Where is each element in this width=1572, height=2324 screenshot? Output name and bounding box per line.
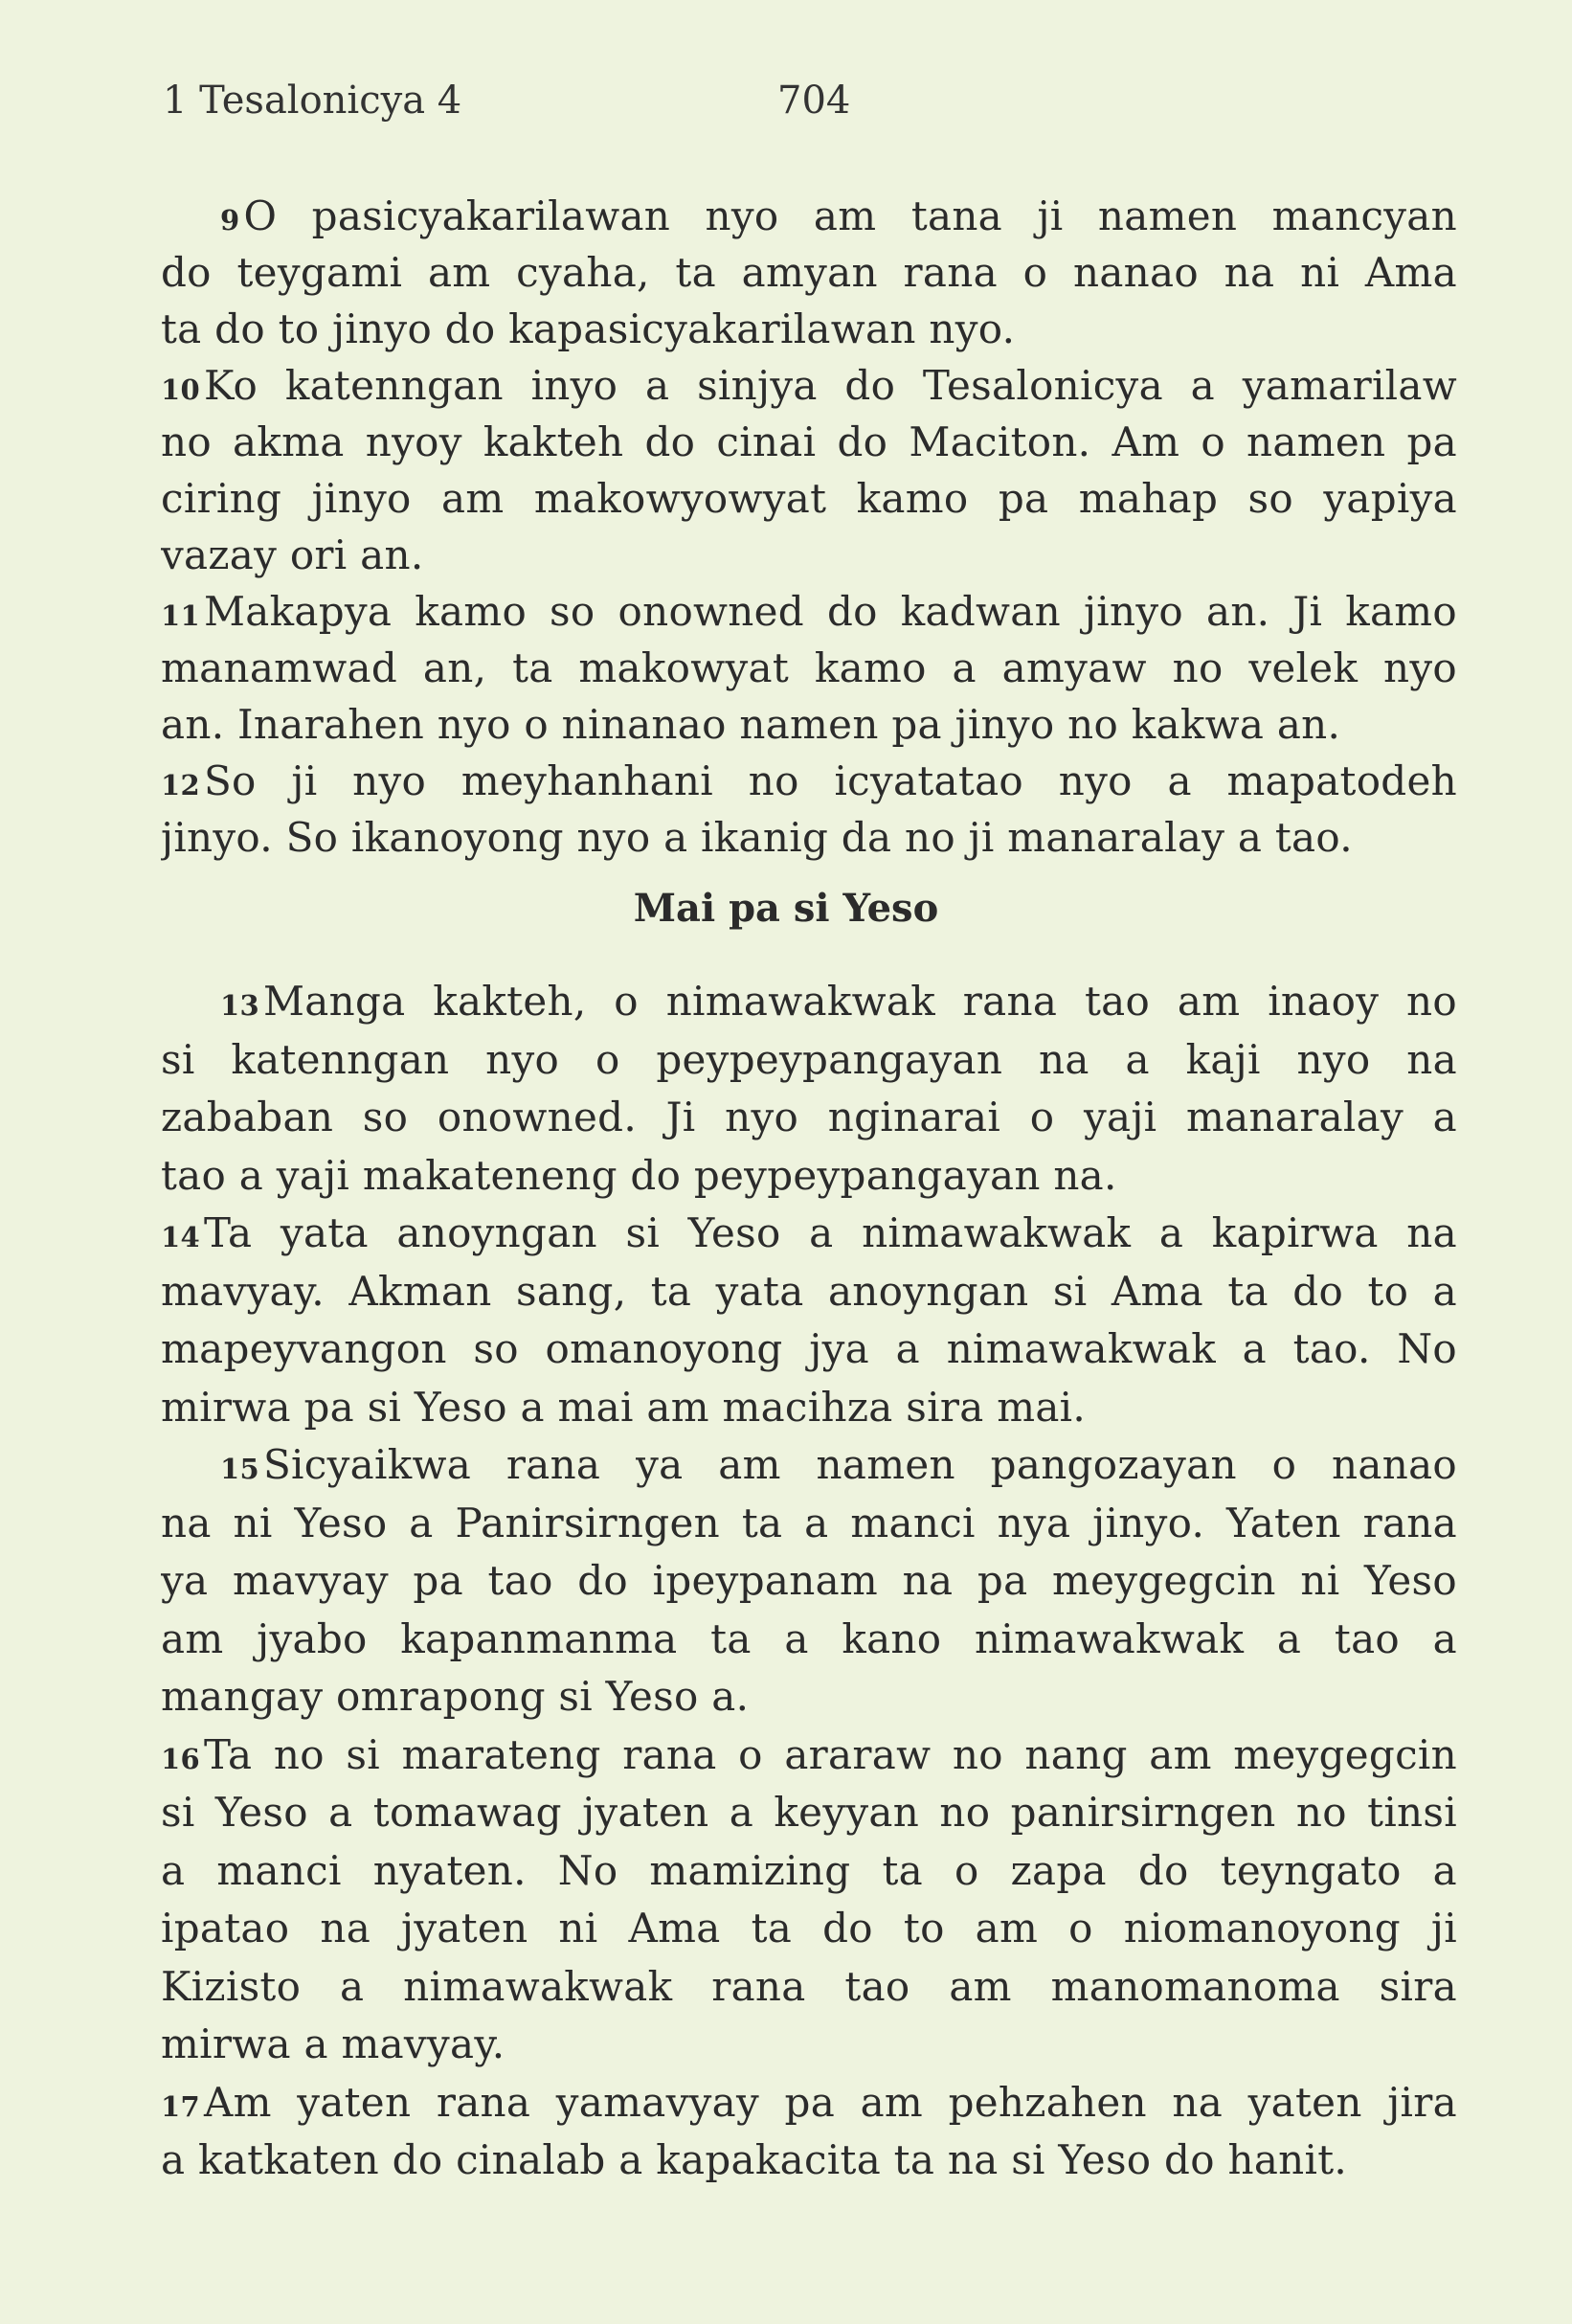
verse-text: Ta yata anoyngan si Yeso a nimawakwak a kapirwa na (203, 1209, 1457, 1256)
verse-text: mavyay. Akman sang, ta yata anoyngan si Ama ta do to a (161, 1267, 1457, 1315)
verse-text: Am yaten rana yamavyay pa am pehzahen na yaten jira (203, 2078, 1457, 2126)
verse-text: mangay omrapong si Yeso a. (161, 1673, 750, 1720)
verse-line (161, 1726, 1457, 1785)
page-number: 704 (777, 79, 851, 123)
verse-line (161, 1031, 1457, 1090)
verse-line (161, 753, 1457, 809)
verse-text: So ji nyo meyhanhani no icyatatao nyo a mapatodeh (203, 757, 1457, 804)
verse-text: Ko katenngan inyo a sinjya do Tesalonicya a yamarilaw (203, 362, 1457, 409)
verse-text: Makapya kamo so onowned do kadwan jinyo an. Ji kamo (203, 588, 1457, 635)
verse-text: si katenngan nyo o peypeypangayan na a kaji nyo na (161, 1035, 1457, 1083)
verse-line (161, 1205, 1457, 1263)
verse-line (161, 188, 1457, 244)
verse-text: mapeyvangon so omanoyong jya a nimawakwak a tao. No (161, 1325, 1457, 1372)
verse-line (161, 1147, 1457, 1206)
verse-line (161, 527, 1457, 583)
verse-line (161, 2016, 1457, 2074)
verse-text: am jyabo kapanmanma ta a kano nimawakwak a tao a (161, 1614, 1457, 1662)
verse-text: ciring jinyo am makowyowyat kamo pa mahap so yapiya (161, 475, 1457, 522)
verse-number: 13 (220, 989, 259, 1022)
verse-line (161, 1263, 1457, 1321)
verses-after-heading (161, 973, 1457, 2190)
verse-number: 17 (161, 2089, 200, 2123)
verse-number: 15 (220, 1453, 259, 1485)
verse-text: si Yeso a tomawag jyaten a keyyan no panirsirngen no tinsi (161, 1789, 1457, 1836)
verses-before-heading (161, 188, 1457, 866)
verse-text: jinyo. So ikanoyong nyo a ikanig da no ji manaralay a tao. (161, 814, 1353, 861)
verse-text: vazay ori an. (161, 531, 424, 578)
verse-number: 11 (161, 599, 200, 632)
verse-text: zababan so onowned. Ji nyo nginarai o yaji manaralay a (161, 1094, 1457, 1140)
verse-text: Manga kakteh, o nimawakwak rana tao am inaoy no (262, 978, 1457, 1025)
verse-text: na ni Yeso a Panirsirngen ta a manci nya jinyo. Yaten rana (161, 1499, 1457, 1546)
verse-line (161, 973, 1457, 1031)
verse-text: manamwad an, ta makowyat kamo a amyaw no velek nyo (161, 644, 1457, 691)
verse-line (161, 583, 1457, 640)
verse-number: 10 (161, 373, 200, 406)
verse-text: Sicyaikwa rana ya am namen pangozayan o nanao (262, 1441, 1457, 1488)
verse-text: ipatao na jyaten ni Ama ta do to am o niomanoyong ji (161, 1905, 1457, 1952)
verse-line (161, 1552, 1457, 1611)
verse-text: ya mavyay pa tao do ipeypanam na pa meygegcin ni Yeso (161, 1557, 1457, 1604)
verse-line (161, 2074, 1457, 2132)
verse-line (161, 1089, 1457, 1147)
verse-text: a manci nyaten. No mamizing ta o zapa do teyngato a (161, 1846, 1457, 1894)
verse-line (161, 414, 1457, 470)
verse-text: no akma nyoy kakteh do cinai do Maciton. Am o namen pa (161, 418, 1457, 465)
verse-text: mirwa pa si Yeso a mai am macihza sira mai. (161, 1383, 1087, 1431)
verse-text: tao a yaji makateneng do peypeypangayan na. (161, 1151, 1117, 1199)
verse-line (161, 1842, 1457, 1901)
verse-number: 14 (161, 1221, 200, 1253)
verse-text: a katkaten do cinalab a kapakacita ta na si Yeso do hanit. (161, 2136, 1348, 2183)
verse-text: mirwa a mavyay. (161, 2020, 505, 2067)
verse-line (161, 357, 1457, 414)
verse-line (161, 1320, 1457, 1379)
verse-line (161, 2132, 1457, 2190)
verse-text: Ta no si marateng rana o araraw no nang am meygegcin (203, 1730, 1457, 1778)
running-head: 1 Tesalonicya 4 (163, 79, 462, 123)
verse-number: 9 (220, 204, 240, 237)
section-heading: Mai pa si Yeso (633, 886, 939, 931)
verse-line (161, 640, 1457, 696)
verse-text: Kizisto a nimawakwak rana tao am manomanoma sira (161, 1962, 1457, 2010)
verse-line (161, 1436, 1457, 1495)
verse-text: an. Inarahen nyo o ninanao namen pa jinyo no kakwa an. (161, 701, 1341, 748)
verse-number: 16 (161, 1742, 200, 1775)
verse-text: do teygami am cyaha, ta amyan rana o nanao na ni Ama (161, 249, 1457, 296)
verse-line (161, 1379, 1457, 1437)
verse-text: ta do to jinyo do kapasicyakarilawan nyo. (161, 305, 1016, 352)
verse-line (161, 1784, 1457, 1842)
verse-line (161, 1958, 1457, 2017)
verse-line (161, 1495, 1457, 1553)
verse-line (161, 1611, 1457, 1669)
verse-line (161, 244, 1457, 301)
verse-number: 12 (161, 769, 200, 801)
verse-line (161, 809, 1457, 866)
verse-line (161, 1668, 1457, 1726)
verse-line (161, 696, 1457, 753)
verse-line (161, 301, 1457, 357)
verse-line (161, 470, 1457, 527)
verse-line (161, 1900, 1457, 1958)
verse-text: O pasicyakarilawan nyo am tana ji namen mancyan (243, 192, 1457, 239)
